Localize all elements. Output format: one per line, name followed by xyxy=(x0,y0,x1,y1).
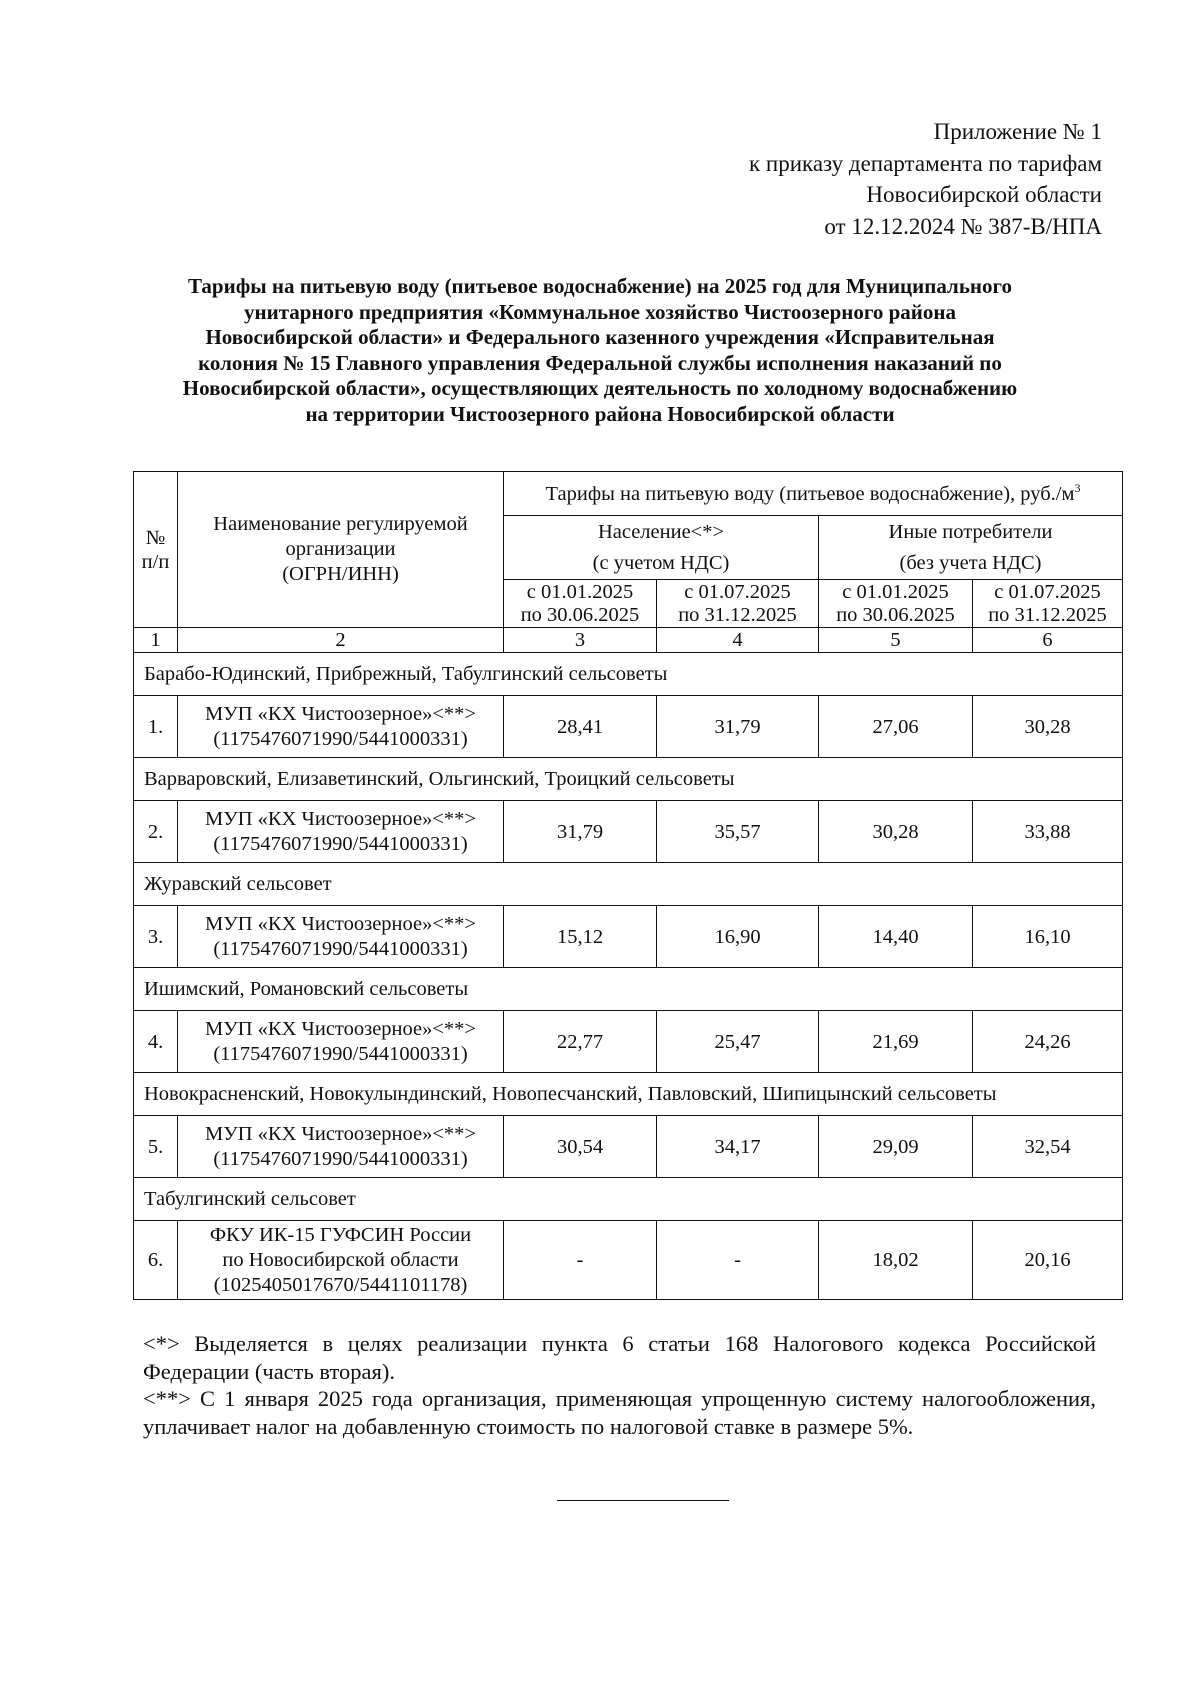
region-name: Варваровский, Елизаветинский, Ольгинский, Троицкий сельсоветы xyxy=(134,758,1123,801)
title-line: колония № 15 Главного управления Федеральной службы исполнения наказаний по xyxy=(198,350,1002,375)
row-number: 1. xyxy=(134,696,178,758)
header-others-line: (без учета НДС) xyxy=(899,551,1042,574)
title-line: унитарного предприятия «Коммунальное хозяйство Чистоозерного района xyxy=(244,299,956,324)
region-name: Табулгинский сельсовет xyxy=(134,1178,1123,1221)
row-number: 6. xyxy=(134,1221,178,1300)
region-row xyxy=(134,1178,1123,1221)
tariff-value: 14,40 xyxy=(819,906,973,968)
tariff-value: - xyxy=(657,1221,819,1300)
header-population-line: Население<*> xyxy=(597,520,725,543)
organization-line: (1175476071990/5441000331) xyxy=(213,727,468,750)
region-row xyxy=(134,968,1123,1011)
region-row xyxy=(134,653,1123,696)
tariff-value: 32,54 xyxy=(973,1116,1123,1178)
title-line: Новосибирской области» и Федерального казенного учреждения «Исправительная xyxy=(205,325,995,350)
organization-line: (1175476071990/5441000331) xyxy=(213,1042,468,1065)
title-line: на территории Чистоозерного района Новосибирской области xyxy=(305,401,895,426)
row-number: 4. xyxy=(134,1011,178,1073)
tariff-value: 30,28 xyxy=(973,696,1123,758)
approval-line-3: Новосибирской области xyxy=(866,182,1102,207)
header-others-line: Иные потребители xyxy=(888,520,1053,543)
tariff-value: 29,09 xyxy=(819,1116,973,1178)
row-number: 2. xyxy=(134,801,178,863)
column-numbers-row xyxy=(134,628,1123,653)
organization-cell xyxy=(178,1221,504,1300)
organization-line: МУП «КХ Чистоозерное»<**> xyxy=(205,1017,476,1040)
header-number xyxy=(134,472,178,628)
period-from: с 01.01.2025 xyxy=(842,580,949,603)
row-number: 3. xyxy=(134,906,178,968)
approval-stamp xyxy=(582,116,1102,242)
table-row xyxy=(134,801,1123,863)
tariff-value: 15,12 xyxy=(504,906,657,968)
organization-cell xyxy=(178,1011,504,1073)
period-to: по 30.06.2025 xyxy=(520,603,640,626)
approval-line-1: Приложение № 1 xyxy=(933,119,1102,144)
region-row xyxy=(134,1073,1123,1116)
column-number: 1 xyxy=(134,628,178,653)
tariff-value: 35,57 xyxy=(657,801,819,863)
header-population xyxy=(504,516,819,580)
tariff-value: 28,41 xyxy=(504,696,657,758)
organization-line: (1025405017670/5441101178) xyxy=(213,1273,468,1296)
table-row xyxy=(134,1221,1123,1300)
header-organization xyxy=(178,472,504,628)
tariffs-table xyxy=(133,471,1123,1300)
period-to: по 31.12.2025 xyxy=(678,603,797,626)
region-row xyxy=(134,863,1123,906)
header-org-line: Наименование регулируемой xyxy=(213,513,468,535)
period-to: по 30.06.2025 xyxy=(836,603,955,626)
organization-line: МУП «КХ Чистоозерное»<**> xyxy=(205,702,476,725)
organization-cell xyxy=(178,906,504,968)
row-number: 5. xyxy=(134,1116,178,1178)
region-name: Журавский сельсовет xyxy=(134,863,1123,906)
header-period xyxy=(657,580,819,628)
tariff-value: 34,17 xyxy=(657,1116,819,1178)
region-name: Новокрасненский, Новокулындинский, Новопесчанский, Павловский, Шипицынский сельсоветы xyxy=(134,1073,1123,1116)
organization-line: ФКУ ИК-15 ГУФСИН России xyxy=(209,1223,472,1246)
tariff-value: 30,54 xyxy=(504,1116,657,1178)
header-org-line: организации xyxy=(285,538,396,560)
header-tariffs-sup: 3 xyxy=(1074,480,1081,495)
header-tariffs-text: Тарифы на питьевую воду (питьевое водоснабжение), руб./м xyxy=(545,482,1075,505)
header-period xyxy=(973,580,1123,628)
organization-line: (1175476071990/5441000331) xyxy=(213,937,468,960)
approval-line-4: от 12.12.2024 № 387-В/НПА xyxy=(824,213,1102,239)
period-from: с 01.07.2025 xyxy=(684,580,791,603)
column-number: 2 xyxy=(178,628,504,653)
table-row xyxy=(134,696,1123,758)
header-other-consumers xyxy=(819,516,1123,580)
table-row xyxy=(134,1116,1123,1178)
header-tariffs xyxy=(504,472,1123,516)
tariff-value: 31,79 xyxy=(504,801,657,863)
footnote-vat: <*> Выделяется в целях реализации пункта 6 статьи 168 Налогового кодекса Российской Федерации (часть вторая). xyxy=(143,1331,1096,1384)
column-number: 5 xyxy=(819,628,973,653)
period-from: с 01.01.2025 xyxy=(526,580,634,603)
tariff-value: 16,90 xyxy=(657,906,819,968)
tariff-value: 30,28 xyxy=(819,801,973,863)
tariff-value: 16,10 xyxy=(973,906,1123,968)
table-row xyxy=(134,1011,1123,1073)
organization-line: МУП «КХ Чистоозерное»<**> xyxy=(205,1122,476,1145)
approval-line-2: к приказу департамента по тарифам xyxy=(748,150,1102,176)
period-from: с 01.07.2025 xyxy=(994,580,1101,603)
document-title xyxy=(130,274,1070,428)
tariff-value: 22,77 xyxy=(504,1011,657,1073)
organization-cell xyxy=(178,696,504,758)
tariff-value: 27,06 xyxy=(819,696,973,758)
header-org-line: (ОГРН/ИНН) xyxy=(282,563,399,585)
organization-line: МУП «КХ Чистоозерное»<**> xyxy=(205,912,476,935)
organization-line: МУП «КХ Чистоозерное»<**> xyxy=(205,807,476,830)
header-population-line: (с учетом НДС) xyxy=(592,551,730,574)
region-name: Ишимский, Романовский сельсоветы xyxy=(134,968,1123,1011)
column-number: 3 xyxy=(504,628,657,653)
tariff-value: 33,88 xyxy=(973,801,1123,863)
closing-line xyxy=(557,1500,729,1501)
organization-line: по Новосибирской области xyxy=(222,1248,459,1271)
header-number-symbol: № xyxy=(145,526,166,549)
tariff-value: 20,16 xyxy=(973,1221,1123,1300)
tariff-value: - xyxy=(504,1221,657,1300)
table-row xyxy=(134,906,1123,968)
tariff-value: 21,69 xyxy=(819,1011,973,1073)
footnote-simplified-tax: <**> С 1 января 2025 года организация, применяющая упрощенную систему налогообложения, уплачивает налог на добавленную стоимость по налоговой ставке в размере 5%. xyxy=(143,1386,1096,1439)
tariff-value: 18,02 xyxy=(819,1221,973,1300)
title-line: Новосибирской области», осуществляющих деятельность по холодному водоснабжению xyxy=(182,376,1018,401)
header-period xyxy=(819,580,973,628)
tariff-value: 31,79 xyxy=(657,696,819,758)
header-number-label: п/п xyxy=(141,550,170,573)
region-row xyxy=(134,758,1123,801)
title-line: Тарифы на питьевую воду (питьевое водоснабжение) на 2025 год для Муниципального xyxy=(187,274,1013,298)
column-number: 6 xyxy=(973,628,1123,653)
tariff-value: 25,47 xyxy=(657,1011,819,1073)
organization-cell xyxy=(178,1116,504,1178)
tariff-value: 24,26 xyxy=(973,1011,1123,1073)
header-period xyxy=(504,580,657,628)
column-number: 4 xyxy=(657,628,819,653)
organization-line: (1175476071990/5441000331) xyxy=(213,1147,468,1170)
footnotes xyxy=(143,1330,1096,1440)
region-name: Барабо-Юдинский, Прибрежный, Табулгинский сельсоветы xyxy=(134,653,1123,696)
organization-cell xyxy=(178,801,504,863)
organization-line: (1175476071990/5441000331) xyxy=(213,832,468,855)
period-to: по 31.12.2025 xyxy=(988,603,1107,626)
